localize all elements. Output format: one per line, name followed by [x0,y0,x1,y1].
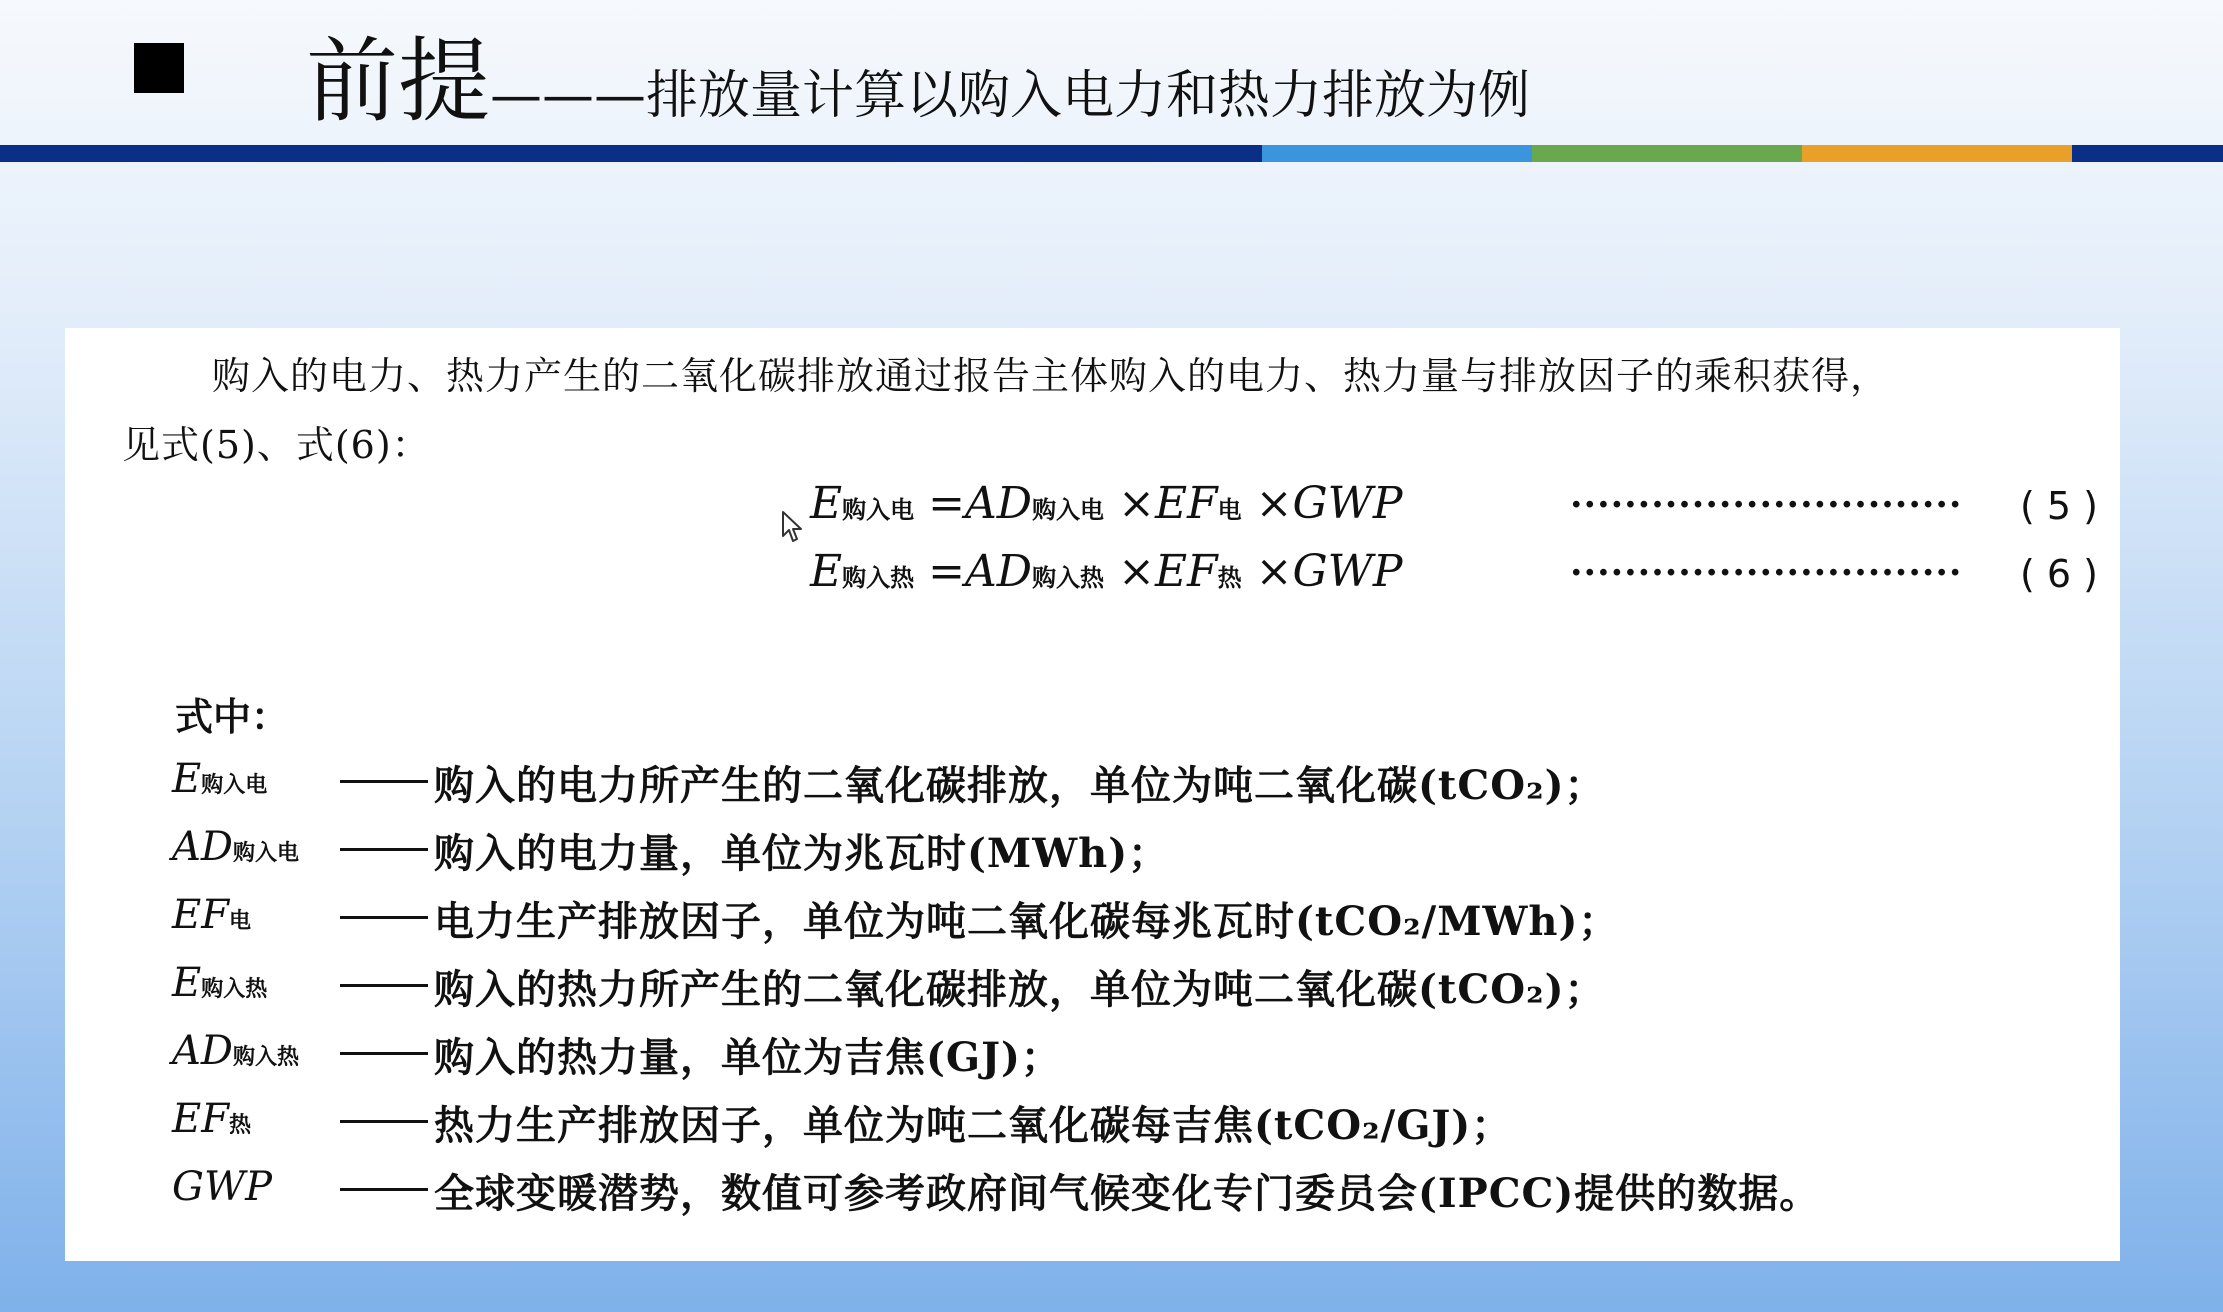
definition-row [172,1022,2072,1082]
formula-6-ad-sub: 购入热 [1032,563,1105,592]
formula-5-leader-dots: ····························· [1570,484,1963,526]
square-bullet-icon [134,43,184,93]
definition-text: 购入的热力所产生的二氧化碳排放，单位为吨二氧化碳(tCO₂)； [434,966,1606,1013]
formula-6-ad: AD [965,546,1033,597]
stripe-navy-left [0,145,1262,162]
stripe-green [1532,145,1802,162]
intro-paragraph-line2: 见式(5)、式(6)： [122,423,431,467]
formula-5-number: ( 5 ) [2020,484,2098,528]
definition-row [172,750,2072,810]
slide-title [306,8,1530,140]
symbol-sub: 购入电 [232,840,299,866]
definition-text: 购入的电力所产生的二氧化碳排放，单位为吨二氧化碳(tCO₂)； [434,762,1606,809]
definition-row [172,1158,2072,1218]
definition-symbol [172,892,251,938]
formula-6 [810,546,1402,597]
definition-symbol [172,756,267,802]
stripe-navy-right [2072,145,2223,162]
slide-title-bar [0,0,2223,145]
definition-dash [340,916,428,919]
symbol-main: AD [172,1028,233,1074]
formula-6-ef: EF [1154,546,1218,597]
definition-symbol [172,1164,272,1210]
formula-6-ef-sub: 热 [1217,563,1242,592]
definition-row [172,954,2072,1014]
definition-dash [340,848,428,851]
title-sub: ———排放量计算以购入电力和热力排放为例 [490,66,1531,126]
definition-symbol [172,960,267,1006]
definition-symbol [172,1028,299,1074]
symbol-main: E [172,960,202,1006]
formula-5-ad: AD [965,478,1033,529]
formula-6-times-2: × [1255,546,1293,597]
formula-6-eq: = [928,546,965,597]
definition-dash [340,1188,428,1191]
formula-6-leader-dots: ····························· [1570,552,1963,594]
definition-row [172,1090,2072,1150]
formula-5-eq: = [928,478,965,529]
symbol-main: EF [172,1096,229,1142]
symbol-sub: 电 [228,908,251,934]
definition-dash [340,780,428,783]
formula-5-times-2: × [1255,478,1293,529]
definition-dash [340,984,428,987]
stripe-blue [1262,145,1532,162]
definition-text: 购入的热力量，单位为吉焦(GJ)； [434,1034,1062,1081]
formula-5-ef: EF [1154,478,1218,529]
symbol-sub: 购入热 [232,1044,299,1070]
intro-paragraph-line1: 购入的电力、热力产生的二氧化碳排放通过报告主体购入的电力、热力量与排放因子的乘积获得， [212,354,1890,398]
definition-text: 热力生产排放因子，单位为吨二氧化碳每吉焦(tCO₂/GJ)； [434,1102,1513,1149]
definition-row [172,818,2072,878]
stripe-orange [1802,145,2072,162]
where-label: 式中： [175,694,290,739]
symbol-main: GWP [172,1164,272,1210]
formula-5-ef-sub: 电 [1217,495,1242,524]
title-main: 前提 [306,28,491,135]
definition-symbol [172,1096,251,1142]
definition-symbol [172,824,299,870]
symbol-main: EF [172,892,229,938]
definition-dash [340,1120,428,1123]
formula-6-times-1: × [1118,546,1155,597]
formula-5-times-1: × [1118,478,1155,529]
formula-6-lhs-sub: 购入热 [842,563,915,592]
symbol-main: AD [172,824,233,870]
formula-5 [810,478,1402,529]
formula-5-lhs: E [810,478,843,529]
formula-6-lhs: E [810,546,843,597]
formula-6-gwp: GWP [1292,546,1403,597]
symbol-sub: 热 [228,1112,251,1138]
formula-6-number: ( 6 ) [2020,552,2098,596]
definition-text: 购入的电力量，单位为兆瓦时(MWh)； [434,830,1170,877]
definition-text: 全球变暖潜势，数值可参考政府间气候变化专门委员会(IPCC)提供的数据。 [434,1170,1821,1217]
definition-row [172,886,2072,946]
mouse-pointer-icon [781,510,803,544]
formula-5-ad-sub: 购入电 [1032,495,1105,524]
definition-text: 电力生产排放因子，单位为吨二氧化碳每兆瓦时(tCO₂/MWh)； [434,898,1620,945]
symbol-sub: 购入电 [201,772,268,798]
symbol-sub: 购入热 [201,976,268,1002]
formula-5-gwp: GWP [1292,478,1403,529]
definition-dash [340,1052,428,1055]
symbol-main: E [172,756,202,802]
formula-5-lhs-sub: 购入电 [842,495,915,524]
